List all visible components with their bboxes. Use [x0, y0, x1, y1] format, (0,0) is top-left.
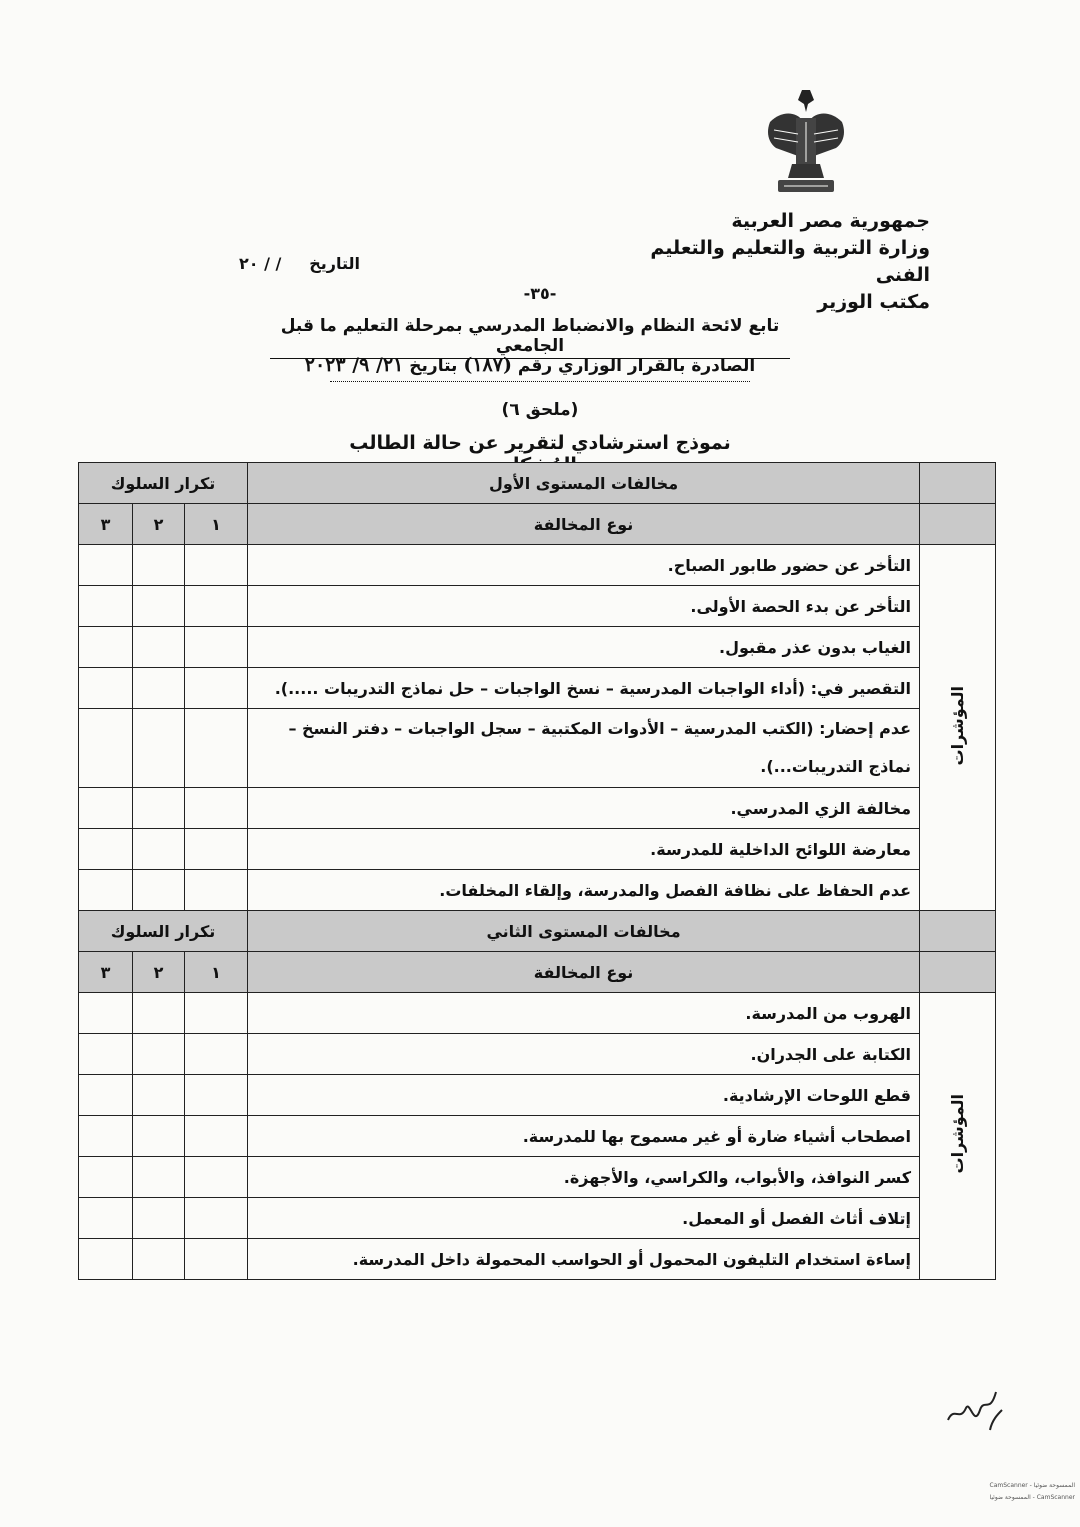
repeat-checkbox-cell[interactable] — [133, 709, 185, 788]
repeat-checkbox-cell[interactable] — [79, 870, 133, 911]
repeat-checkbox-cell[interactable] — [79, 709, 133, 788]
repeat-checkbox-cell[interactable] — [185, 829, 248, 870]
violation-text: التأخر عن بدء الحصة الأولى. — [248, 586, 920, 627]
violation-text: إتلاف أثاث الفصل أو المعمل. — [248, 1198, 920, 1239]
ministry-name: وزارة التربية والتعليم والتعليم الفنى — [650, 237, 930, 286]
repeat-checkbox-cell[interactable] — [133, 1034, 185, 1075]
office-name: مكتب الوزير — [817, 291, 930, 313]
level-title-row — [79, 911, 996, 952]
repeat-checkbox-cell[interactable] — [79, 1034, 133, 1075]
repeat-checkbox-cell[interactable] — [133, 1198, 185, 1239]
repeat-checkbox-cell[interactable] — [79, 1198, 133, 1239]
repeat-checkbox-cell[interactable] — [133, 627, 185, 668]
violation-text: الهروب من المدرسة. — [248, 993, 920, 1034]
type-header-row — [79, 952, 996, 993]
ministry-header — [650, 208, 930, 316]
violation-text: كسر النوافذ، والأبواب، والكراسي، والأجهزة. — [248, 1157, 920, 1198]
violation-text: مخالفة الزي المدرسي. — [248, 788, 920, 829]
decision-number: (١٨٧) — [463, 354, 512, 376]
repeat-checkbox-cell[interactable] — [79, 1116, 133, 1157]
repeat-label: تكرار السلوك — [79, 911, 248, 952]
scanner-line-2: الممسوحة ضوئيا - CamScanner — [989, 1494, 1075, 1501]
repeat-checkbox-cell[interactable] — [79, 627, 133, 668]
violation-type-label: نوع المخالفة — [248, 504, 920, 545]
repeat-checkbox-cell[interactable] — [133, 668, 185, 709]
indicators-label: المؤشرات — [948, 685, 968, 766]
repeat-checkbox-cell[interactable] — [79, 668, 133, 709]
indicator-header-blank — [920, 911, 996, 952]
repeat-checkbox-cell[interactable] — [185, 788, 248, 829]
level-title: مخالفات المستوى الأول — [248, 463, 920, 504]
repeat-checkbox-cell[interactable] — [79, 993, 133, 1034]
indicator-header-blank — [920, 504, 996, 545]
repeat-checkbox-cell[interactable] — [185, 1239, 248, 1280]
violation-row — [79, 627, 996, 668]
repeat-checkbox-cell[interactable] — [185, 627, 248, 668]
decision-date-prefix: بتاريخ — [409, 356, 458, 376]
page-number: -٣٥- — [523, 284, 557, 303]
repeat-checkbox-cell[interactable] — [79, 545, 133, 586]
type-header-row — [79, 504, 996, 545]
form-title: نموذج استرشادي لتقرير عن حالة الطالب — [349, 432, 731, 454]
repeat-checkbox-cell[interactable] — [185, 668, 248, 709]
violation-row — [79, 1239, 996, 1280]
decision-prefix: الصادرة بالقرار الوزاري رقم — [517, 356, 756, 376]
scanner-watermark — [975, 1480, 1075, 1504]
repeat-checkbox-cell[interactable] — [185, 1198, 248, 1239]
repeat-checkbox-cell[interactable] — [133, 1075, 185, 1116]
repeat-checkbox-cell[interactable] — [185, 870, 248, 911]
regulation-title: تابع لائحة النظام والانضباط المدرسي بمرحلة التعليم ما قبل الجامعي — [270, 316, 790, 359]
repeat-checkbox-cell[interactable] — [185, 1034, 248, 1075]
repeat-checkbox-cell[interactable] — [185, 545, 248, 586]
indicators-label: المؤشرات — [948, 1094, 968, 1174]
repeat-checkbox-cell[interactable] — [185, 586, 248, 627]
violation-row — [79, 870, 996, 911]
violation-row — [79, 668, 996, 709]
violation-row — [79, 829, 996, 870]
signature-mark — [940, 1370, 1010, 1440]
indicator-header-blank — [920, 463, 996, 504]
indicator-header-blank — [920, 952, 996, 993]
violation-row — [79, 586, 996, 627]
violation-text: معارضة اللوائح الداخلية للمدرسة. — [248, 829, 920, 870]
violations-table — [78, 462, 996, 1280]
violation-text: الغياب بدون عذر مقبول. — [248, 627, 920, 668]
repeat-count-header: ٣ — [79, 952, 133, 993]
violation-row — [79, 1157, 996, 1198]
repeat-checkbox-cell[interactable] — [79, 829, 133, 870]
repeat-checkbox-cell[interactable] — [79, 1157, 133, 1198]
repeat-count-header: ١ — [185, 504, 248, 545]
date-label: التاريخ — [309, 254, 360, 273]
violation-row — [79, 1075, 996, 1116]
violation-text: التقصير في: (أداء الواجبات المدرسية – نسخ الواجبات – حل نماذج التدريبات .....). — [248, 668, 920, 709]
repeat-checkbox-cell[interactable] — [133, 870, 185, 911]
violation-text: الكتابة على الجدران. — [248, 1034, 920, 1075]
repeat-checkbox-cell[interactable] — [185, 1075, 248, 1116]
violation-row — [79, 788, 996, 829]
repeat-checkbox-cell[interactable] — [185, 1157, 248, 1198]
violation-row — [79, 709, 996, 788]
repeat-checkbox-cell[interactable] — [133, 1239, 185, 1280]
violation-text: عدم إحضار: (الكتب المدرسية – الأدوات المكتبية – سجل الواجبات – دفتر النسخ – نماذج التدريبات...). — [248, 709, 920, 788]
violation-text: عدم الحفاظ على نظافة الفصل والمدرسة، وإلقاء المخلفات. — [248, 870, 920, 911]
violation-text: قطع اللوحات الإرشادية. — [248, 1075, 920, 1116]
decision-reference — [300, 354, 760, 376]
repeat-checkbox-cell[interactable] — [133, 788, 185, 829]
repeat-checkbox-cell[interactable] — [185, 1116, 248, 1157]
date-value: / / ٢٠ — [239, 254, 282, 273]
repeat-checkbox-cell[interactable] — [79, 586, 133, 627]
violation-row — [79, 993, 996, 1034]
date-field — [150, 254, 360, 273]
repeat-count-header: ٢ — [133, 504, 185, 545]
republic-name: جمهورية مصر العربية — [731, 210, 930, 232]
scanner-line-1: CamScanner - الممسوحة ضوئيا — [989, 1482, 1075, 1489]
decision-date: ٢١/ ٩/ ٢٠٢٣ — [304, 354, 404, 376]
annex-label: (ملحق ٦) — [501, 400, 579, 420]
repeat-checkbox-cell[interactable] — [185, 709, 248, 788]
indicators-cell — [920, 993, 996, 1280]
violation-row — [79, 545, 996, 586]
repeat-checkbox-cell[interactable] — [133, 586, 185, 627]
level-title: مخالفات المستوى الثاني — [248, 911, 920, 952]
level-title-row — [79, 463, 996, 504]
repeat-checkbox-cell[interactable] — [185, 993, 248, 1034]
violation-row — [79, 1116, 996, 1157]
decision-underline — [330, 381, 750, 382]
violation-text: التأخر عن حضور طابور الصباح. — [248, 545, 920, 586]
repeat-checkbox-cell[interactable] — [133, 993, 185, 1034]
repeat-checkbox-cell[interactable] — [133, 1116, 185, 1157]
repeat-label: تكرار السلوك — [79, 463, 248, 504]
repeat-checkbox-cell[interactable] — [133, 1157, 185, 1198]
repeat-checkbox-cell[interactable] — [79, 1239, 133, 1280]
violation-type-label: نوع المخالفة — [248, 952, 920, 993]
repeat-count-header: ٣ — [79, 504, 133, 545]
repeat-checkbox-cell[interactable] — [79, 788, 133, 829]
violation-row — [79, 1198, 996, 1239]
indicators-cell — [920, 545, 996, 911]
repeat-checkbox-cell[interactable] — [133, 829, 185, 870]
violation-row — [79, 1034, 996, 1075]
repeat-checkbox-cell[interactable] — [79, 1075, 133, 1116]
violation-text: اصطحاب أشياء ضارة أو غير مسموح بها للمدرسة. — [248, 1116, 920, 1157]
repeat-checkbox-cell[interactable] — [133, 545, 185, 586]
violation-text: إساءة استخدام التليفون المحمول أو الحواسب المحمولة داخل المدرسة. — [248, 1239, 920, 1280]
repeat-count-header: ١ — [185, 952, 248, 993]
repeat-count-header: ٢ — [133, 952, 185, 993]
eagle-emblem-icon — [762, 86, 850, 202]
